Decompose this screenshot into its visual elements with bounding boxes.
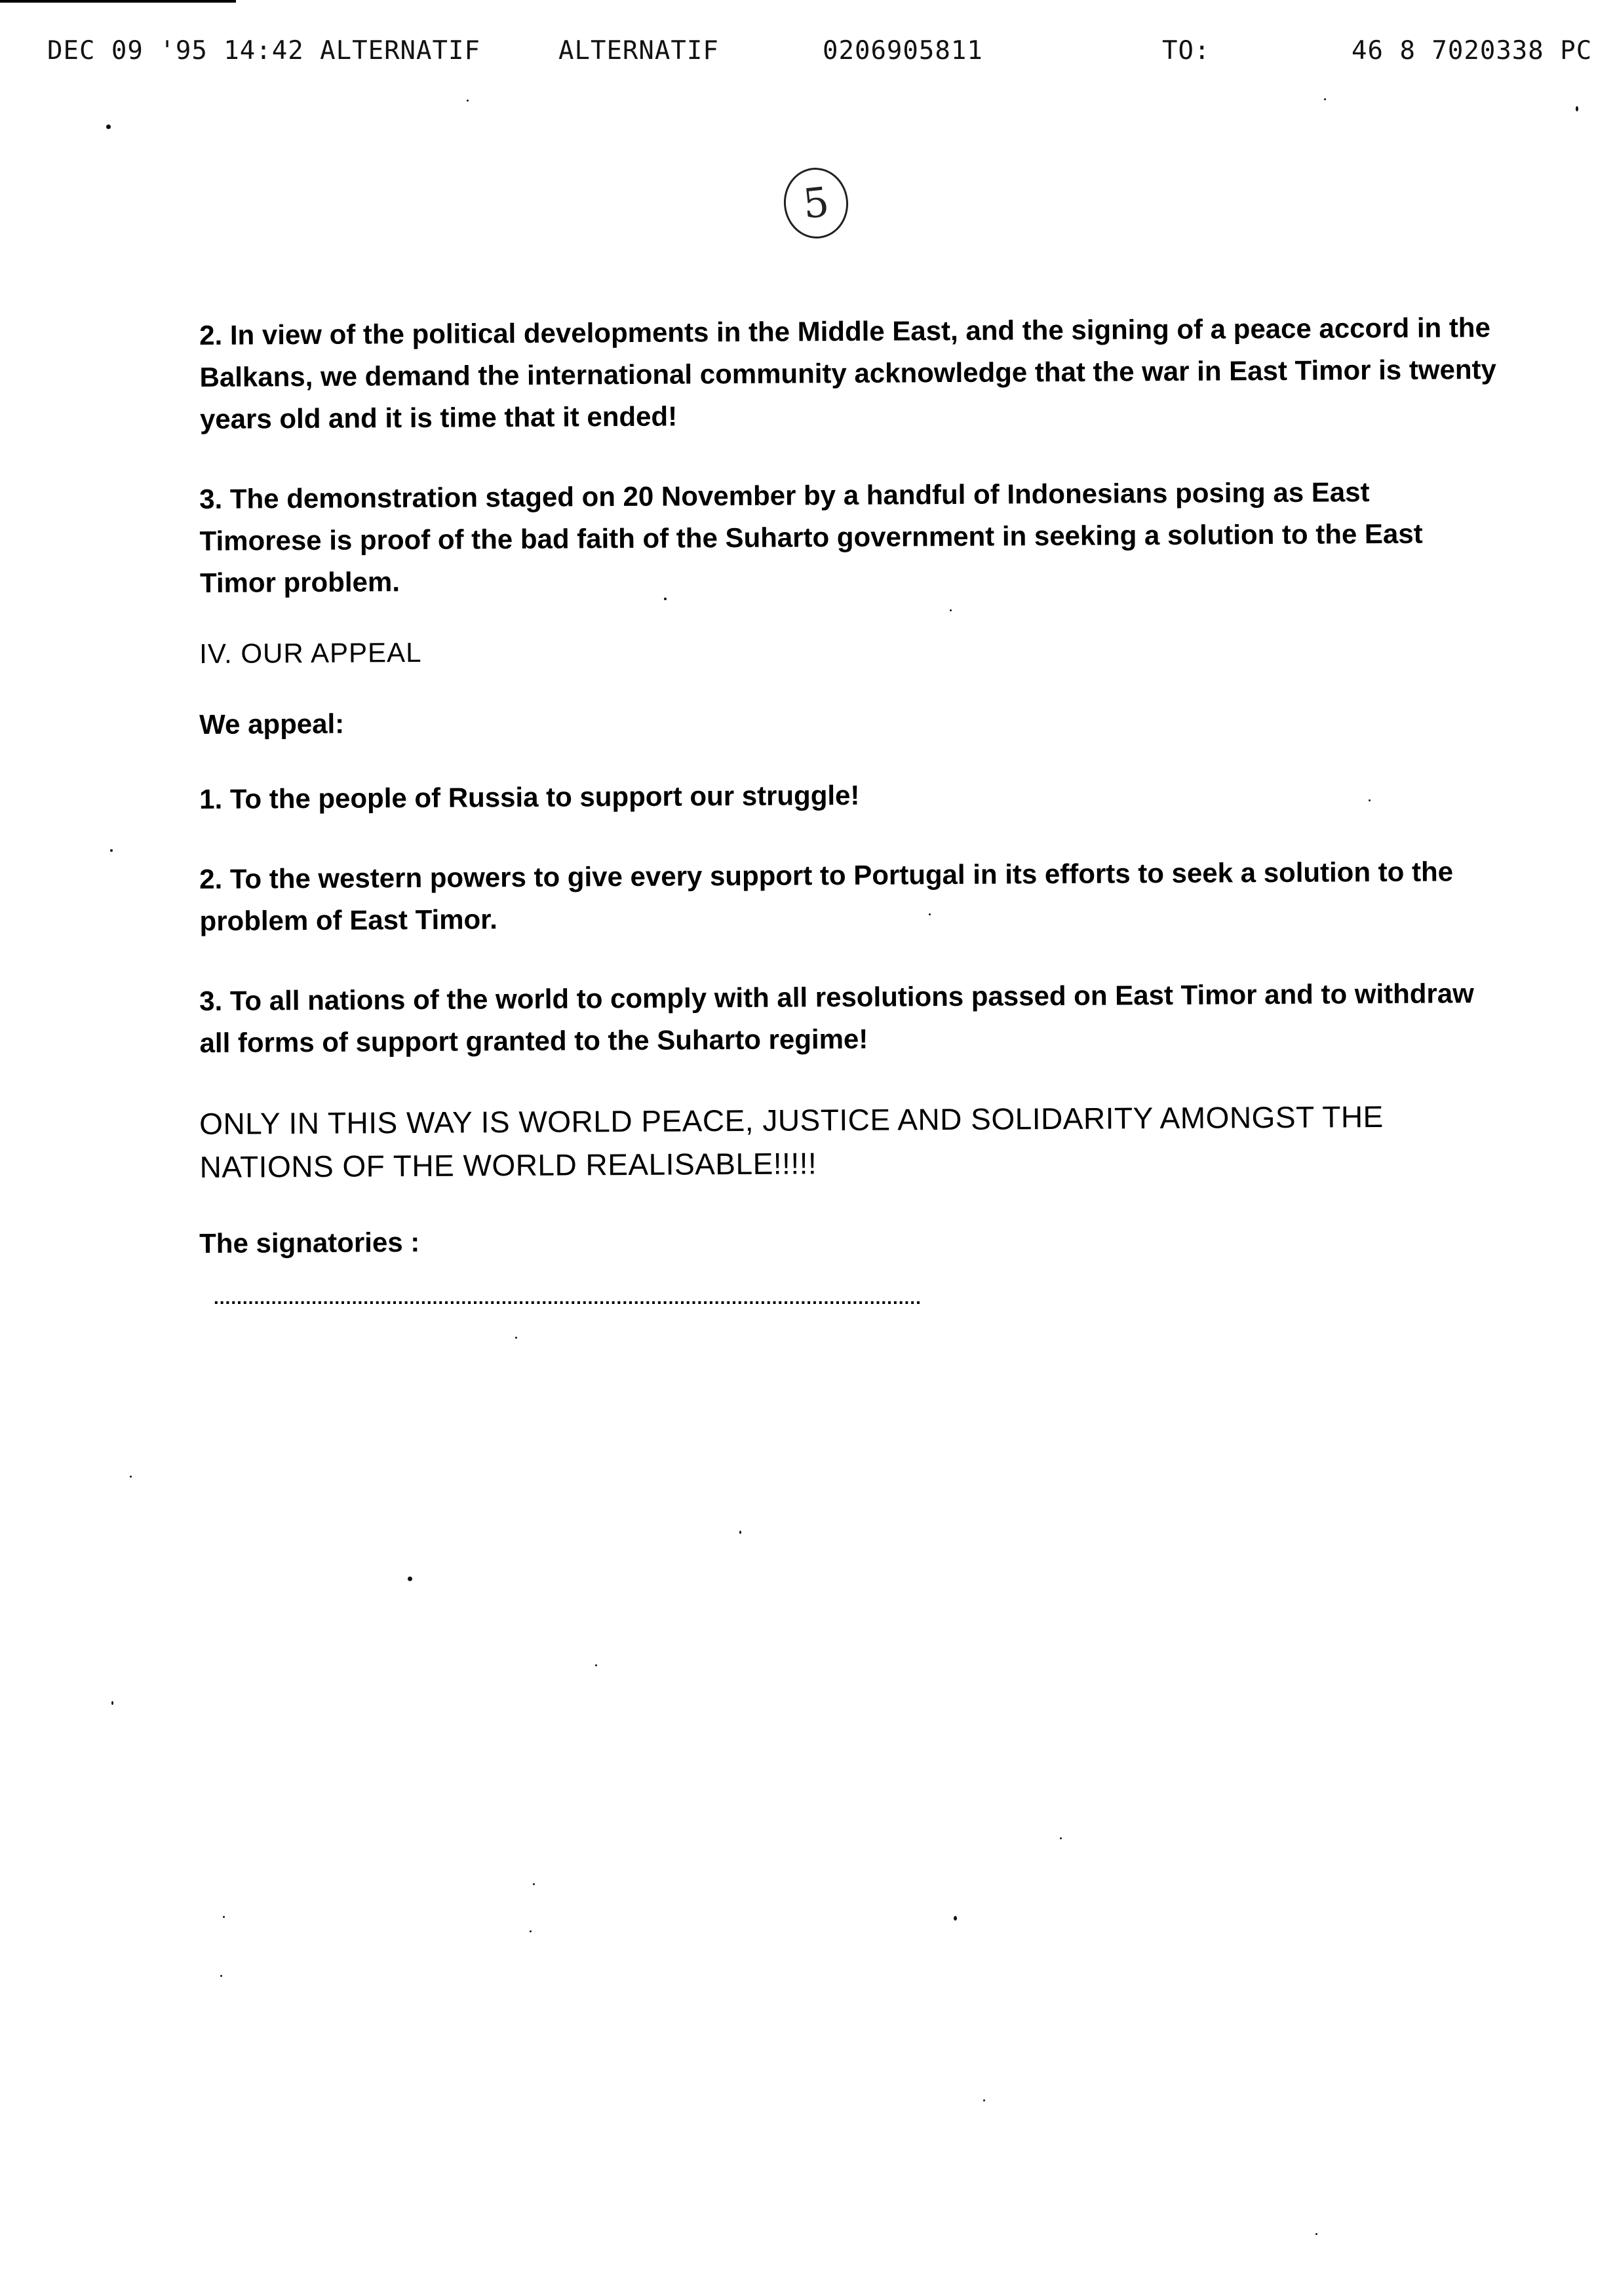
closing-statement: ONLY IN THIS WAY IS WORLD PEACE, JUSTICE AND SOLIDARITY AMONGST THE NATIONS OF THE WORLD REALISABLE!!!!! [199, 1099, 1384, 1184]
scan-speck [530, 1930, 532, 1932]
demand-item-2: 2. In view of the political developments in the Middle East, and the signing of a peace accord in the Balkans, we demand the international community acknowledge that the war in East Timor is twenty years old and it is time that it ended! [199, 311, 1497, 434]
scan-speck [1315, 2233, 1317, 2235]
fax-destination-number: 46 8 7020338 PC [1352, 36, 1593, 66]
signature-dotted-line: ........................................................................................................................... [214, 1288, 922, 1308]
appeal-item-3: 3. To all nations of the world to comply with all resolutions passed on East Timor and to withdraw all forms of support granted to the Suharto regime! [199, 978, 1474, 1058]
appeal-item-1: 1. To the people of Russia to support our struggle! [199, 779, 860, 814]
signatories-label: The signatories : [199, 1226, 420, 1259]
scan-speck [220, 1975, 222, 1977]
scan-speck [983, 2099, 985, 2101]
scan-speck [533, 1883, 535, 1885]
section-heading: IV. OUR APPEAL [199, 636, 422, 669]
scan-speck [223, 1916, 225, 1918]
demand-item-3: 3. The demonstration staged on 20 November by a handful of Indonesians posing as East Timorese is proof of the bad faith of the Suharto government in seeking a solution to the East Timor problem. [199, 476, 1423, 598]
scan-speck [515, 1337, 517, 1339]
scan-speck [106, 124, 111, 129]
scan-speck [110, 849, 113, 852]
fax-to-label: TO: [1162, 36, 1211, 66]
scan-speck [739, 1531, 741, 1534]
scan-speck [467, 100, 469, 102]
scan-speck [664, 598, 667, 600]
scan-speck [1369, 799, 1371, 801]
scan-speck [929, 913, 931, 915]
fax-datetime-sender: DEC 09 '95 14:42 ALTERNATIF [47, 36, 480, 66]
top-rule [0, 0, 236, 3]
fax-sender-number: 0206905811 [823, 36, 983, 66]
scan-speck [130, 1476, 132, 1478]
scan-speck [954, 1916, 957, 1921]
scan-speck [595, 1664, 597, 1666]
scan-speck [1576, 106, 1578, 111]
scan-speck [408, 1577, 412, 1581]
document-body [199, 311, 1497, 1308]
appeal-item-2: 2. To the western powers to give every support to Portugal in its efforts to seek a solution to the problem of East Timor. [199, 856, 1454, 936]
scan-speck [1060, 1837, 1062, 1839]
fax-header [0, 36, 1615, 75]
appeal-intro: We appeal: [199, 708, 345, 740]
scan-speck [111, 1701, 113, 1705]
scan-speck [950, 609, 952, 611]
handwritten-page-number: 5 [781, 164, 852, 242]
fax-sender-name: ALTERNATIF [558, 36, 719, 66]
scan-speck [1324, 98, 1326, 100]
